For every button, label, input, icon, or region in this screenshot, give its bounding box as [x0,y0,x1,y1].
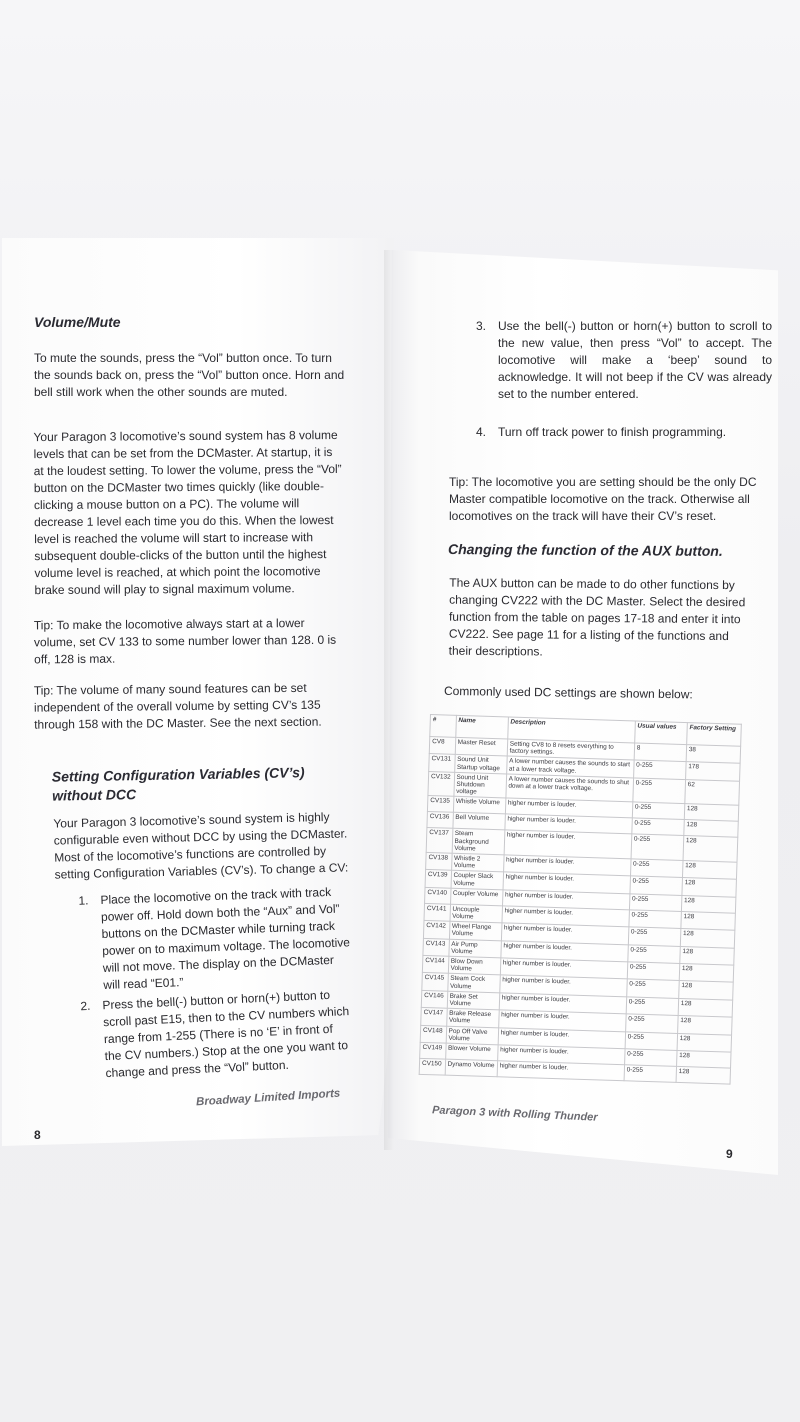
table-cell: higher number is louder. [503,855,631,876]
table-cell: 0-255 [626,997,679,1016]
table-cell: CV131 [429,754,455,772]
table-cell: Blow Down Volume [448,956,501,975]
paragraph-mute: To mute the sounds, press the “Vol” button once. To turn the sounds back on, press the “Vol” button once. Horn and bell still work when the other sounds are muted. [34,351,345,399]
column-header: # [430,715,456,738]
step-number: 1. [78,893,89,908]
table-cell: CV139 [425,870,451,888]
table-cell: Whistle 2 Volume [451,853,504,872]
table-cell: 128 [678,998,733,1017]
table-cell: 128 [677,1016,732,1035]
table-cell: higher number is louder. [502,906,630,927]
paragraph-volume-levels: Your Paragon 3 locomotive’s sound system has 8 volume levels that can be set from the DCMaster. At startup, it is at the loudest setting. To lower the volume, press the “Vol” button on the DCMaster two times quickly (like double-clicking a mouse button on a PC). The volume will decrease 1 level each time you do this. When the lowest level is reached the volume will start to increase with subsequent double-clicks of the button until the highest volume level is reached, at which point the locomotive brake sound will play to signal maximum volume. [33,427,342,598]
table-cell: 128 [677,1033,732,1052]
table-cell: Steam Background Volume [452,829,505,855]
heading-aux-button: Changing the function of the AUX button. [447,541,723,559]
table-cell: CV140 [425,887,451,904]
tip-volume-startup: Tip: To make the locomotive always start at a lower volume, set CV 133 to some number lower than 128. 0 is off, 128 is max. [33,615,337,667]
footer-brand-left: Broadway Limited Imports [195,1087,341,1109]
table-cell: higher number is louder. [498,1027,626,1048]
table-cell: Dynamo Volume [445,1059,498,1077]
table-cell: higher number is louder. [500,958,628,979]
table-cell: Uncouple Volume [450,904,503,923]
list-item-step-4 [476,424,774,444]
table-cell: higher number is louder. [501,923,629,944]
table-cell: CV141 [424,903,450,921]
table-cell: Sound Unit Startup voltage [454,755,507,774]
cv-settings-table-container [418,714,742,1119]
table-cell: higher number is louder. [499,975,627,996]
table-cell: higher number is louder. [505,814,633,834]
table-cell: 128 [681,895,736,913]
column-header: Usual values [634,721,687,745]
table-cell: 0-255 [628,927,681,946]
table-cell: 8 [634,743,687,762]
table-cell: higher number is louder. [497,1061,625,1081]
table-cell: higher number is louder. [497,1045,625,1065]
table-cell: 128 [678,981,733,1000]
table-cell: CV149 [420,1042,446,1059]
table-cell: 0-255 [630,859,683,878]
step-text: Place the locomotive on the track with track power off. Hold down both the “Aux” and Vol” buttons on the DCMaster while turning track power on to maximum voltage. The locomotive will not move. The display on the DCMaster will read “E01.” [100,884,351,992]
table-cell: 0-255 [632,818,685,836]
column-header: Factory Setting [686,723,741,747]
table-cell: CV147 [421,1008,447,1026]
table-cell: 0-255 [624,1049,677,1067]
step-number: 2. [80,998,91,1014]
table-cell: Coupler Slack Volume [451,871,504,890]
table-cell: CV150 [419,1058,445,1075]
tip-volume-features: Tip: The volume of many sound features can be set independent of the overall volume by setting CV’s 135 through 158 with the DC Master. See the next section. [33,680,322,732]
table-cell: CV144 [422,955,448,973]
table-cell: CV136 [427,812,453,829]
table-cell: 38 [686,745,741,764]
table-cell: CV148 [420,1025,446,1043]
column-header: Name [455,715,508,739]
table-cell: Blower Volume [445,1043,498,1061]
heading-volume-mute: Volume/Mute [34,314,121,330]
table-cell: 128 [680,946,735,965]
cv-settings-table [419,714,742,1085]
table-cell: 0-255 [627,962,680,981]
table-cell: CV142 [423,921,449,939]
table-cell: higher number is louder. [498,1010,626,1031]
table-cell: 0-255 [629,910,682,929]
table-cell: CV145 [422,973,448,991]
footer-brand-right: Paragon 3 with Rolling Thunder [431,1104,598,1124]
heading-setting-cv: Setting Configuration Variables (CV’s) without DCC [51,764,305,804]
step-text: Turn off track power to finish programming. [498,425,727,439]
table-cell: CV132 [428,771,454,796]
table-cell: 0-255 [633,760,686,779]
table-cell: Wheel Flange Volume [449,921,502,940]
table-cell: 128 [676,1051,731,1069]
table-cell: A lower number causes the sounds to shut down at a lower track voltage. [506,774,634,803]
table-cell: higher number is louder. [504,830,632,859]
table-cell: A lower number causes the sounds to start at a lower track voltage. [506,756,634,777]
table-cell: 0-255 [633,778,686,804]
table-cell: Pop Off Valve Volume [446,1026,499,1045]
table-cell: 0-255 [626,979,679,998]
table-cell: 0-255 [630,876,683,895]
page-number-right: 9 [726,1147,733,1161]
book-spine [384,250,394,1150]
table-cell: higher number is louder. [499,993,627,1014]
table-cell: Brake Release Volume [446,1008,499,1027]
table-cell: Bell Volume [452,813,505,831]
table-cell: Setting CV8 to 8 resets everything to factory settings. [507,739,635,760]
table-cell: 128 [680,929,735,948]
table-cell: Air Pump Volume [448,939,501,958]
step-text: Use the bell(-) button or horn(+) button to scroll to the new value, then press “Vol” to accept. The locomotive will make a ‘beep’ sound to acknowledge. It will not beep if the CV was already set to the number entered. [498,319,772,401]
step-text: Press the bell(-) button or horn(+) button to scroll past E15, then to the CV numbers which range from 1-255 (There is no ‘E’ in front of the CV numbers.) Stop at the one you want to change and press the “Vol” button. [102,987,350,1081]
table-cell: CV135 [427,796,453,813]
column-header: Description [507,717,635,743]
table-cell: 178 [685,762,740,781]
table-cell: Sound Unit Shutdown voltage [453,772,506,798]
table-cell: Whistle Volume [453,797,506,815]
table-intro: Commonly used DC settings are shown below: [443,683,693,702]
table-cell: 128 [682,878,737,897]
table-cell: Brake Set Volume [447,991,500,1010]
list-item-step-2 [80,986,356,1088]
table-cell: 128 [682,861,737,880]
table-cell: 128 [683,836,738,862]
table-cell: higher number is louder. [503,872,631,893]
table-cell: CV143 [423,938,449,956]
table-cell: 0-255 [631,834,684,860]
table-cell: Master Reset [455,737,508,756]
table-cell: Steam Cock Volume [447,974,500,993]
table-cell: 128 [681,911,736,930]
step-number: 3. [476,319,487,333]
table-cell: 0-255 [632,802,685,820]
paragraph-cv-intro: Your Paragon 3 locomotive’s sound system is highly configurable even without DCC by using the DCMaster. Most of the locomotive’s functions are controlled by setting Configuration Variables (CV’s). To change a CV: [53,809,349,882]
table-cell: 128 [684,820,739,838]
table-cell: 128 [679,964,734,983]
table-cell: 0-255 [628,944,681,963]
table-cell: higher number is louder. [505,798,633,818]
table-cell: 0-255 [625,1031,678,1050]
page-number-left: 8 [34,1128,41,1142]
table-cell: 0-255 [629,894,682,912]
table-cell: CV138 [426,852,452,870]
table-cell: 128 [676,1067,731,1085]
step-number: 4. [476,425,487,439]
table-cell: 128 [684,804,739,822]
table-cell: higher number is louder. [502,890,630,910]
tip-only-locomotive: Tip: The locomotive you are setting should be the only DC Master compatible locomotive on the track. Otherwise all locomotives on the track will have their CV’s reset. [449,475,757,523]
table-cell: CV137 [426,828,452,853]
table-cell: Coupler Volume [450,888,503,906]
paragraph-aux: The AUX button can be made to do other functions by changing CV222 with the DC Master. Select the desired function from the table on pages 17-18 and enter it into CV222. See page 11 for a listing of the functions and their descriptions. [448,575,746,659]
list-item-step-1 [78,883,354,1002]
table-cell: CV146 [421,990,447,1008]
table-cell: 0-255 [624,1065,677,1083]
table-cell: higher number is louder. [501,941,629,962]
table-cell: 0-255 [625,1014,678,1033]
table-cell: CV8 [429,737,455,755]
table-cell: 62 [685,779,740,805]
list-item-step-3 [476,318,774,408]
